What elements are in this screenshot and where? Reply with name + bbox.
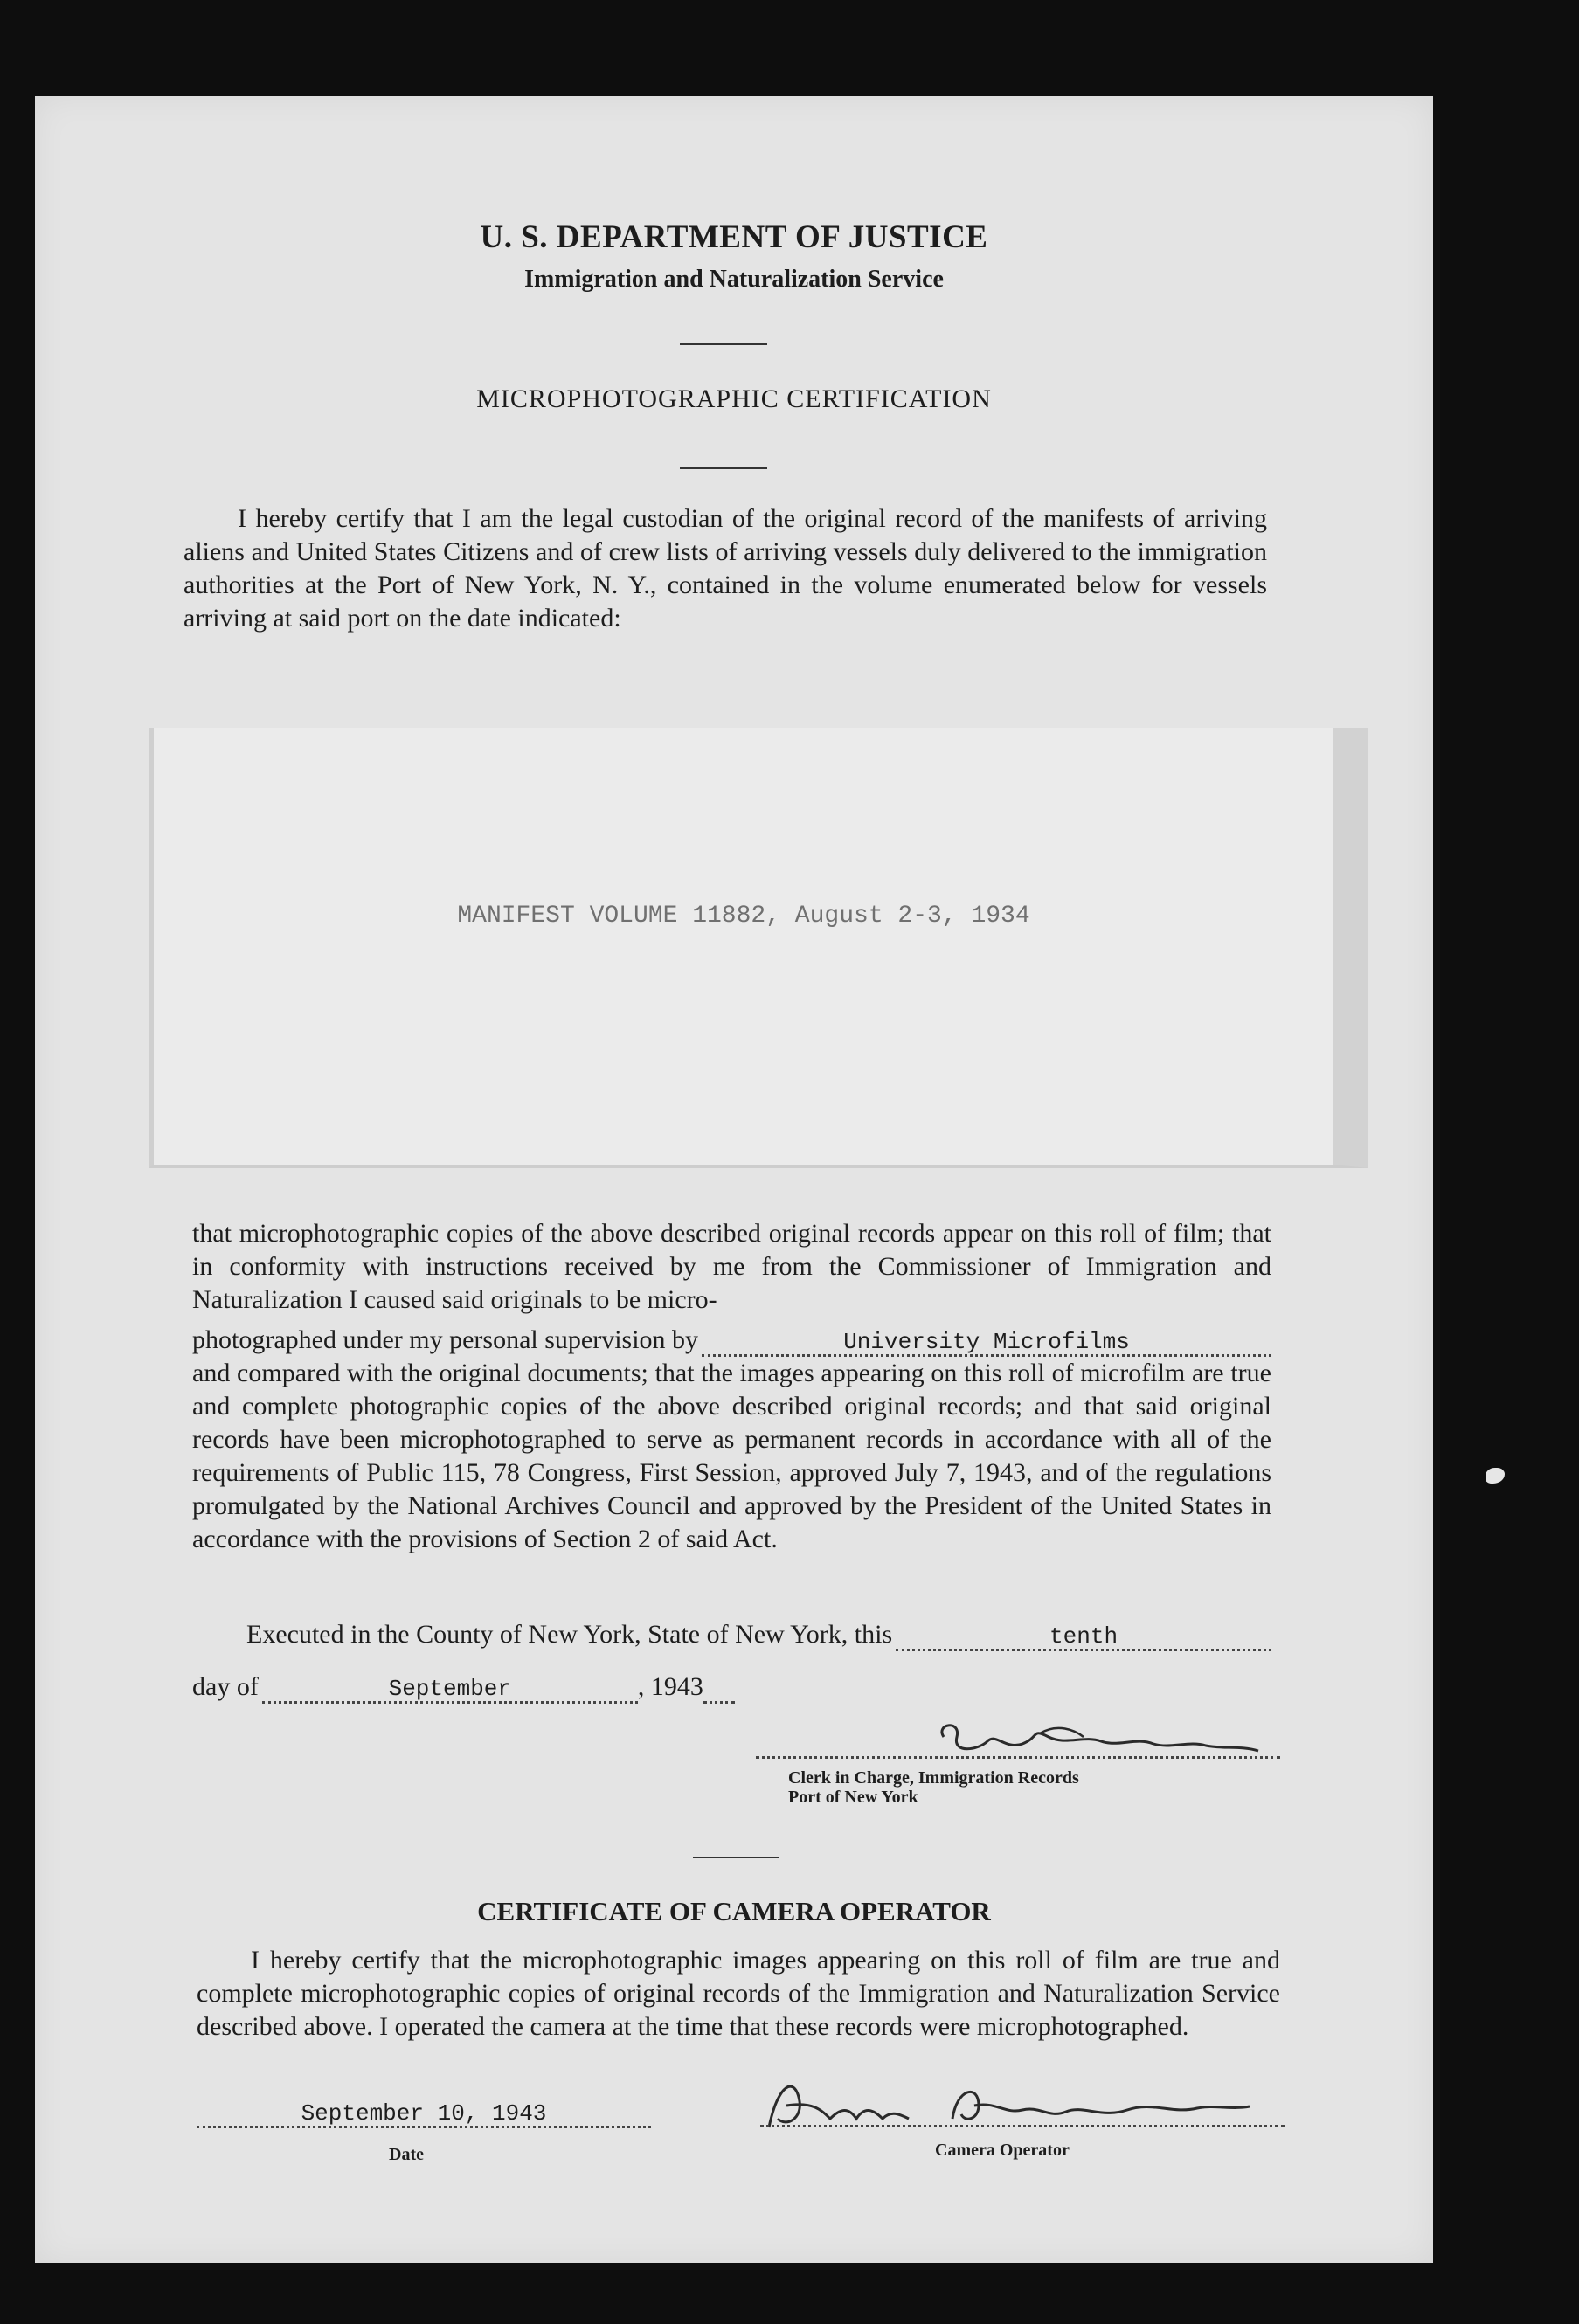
volume-insert	[149, 728, 1368, 1168]
execution-block	[192, 1618, 1271, 1704]
certification-title: MICROPHOTOGRAPHIC CERTIFICATION	[476, 384, 992, 413]
execution-day: tenth	[896, 1624, 1271, 1651]
intro-paragraph	[184, 502, 1267, 635]
clerk-signature	[909, 1711, 1276, 1772]
intro-text: I hereby certify that I am the legal custodian of the original record of the manifests of arriving aliens and United States Citizens and of crew lists of arriving vessels duly delivered to the immigration authorities at the Port of New York, N. Y., contained in the volume enumerated below for vessels arriving at said port on the date indicated:	[184, 504, 1267, 633]
clerk-signature-line	[756, 1756, 1280, 1759]
year-dots	[703, 1701, 735, 1704]
body-text-1: that microphotographic copies of the above described original records appear on this roll of film; that in conformity with instructions received by me from the Commissioner of Immigration and Naturalization I caused said originals to be micro-	[192, 1219, 1271, 1314]
clerk-location: Port of New York	[788, 1788, 918, 1807]
camera-date-value: September 10, 1943	[197, 2101, 651, 2128]
camera-operator-signature	[734, 2066, 1285, 2145]
supervision-line	[192, 1324, 1271, 1357]
year-prefix: , 194	[637, 1672, 690, 1701]
date-field	[197, 2101, 651, 2128]
operator-signature-line	[760, 2125, 1285, 2127]
execution-month: September	[262, 1677, 638, 1704]
camera-certificate-text: I hereby certify that the microphotographic images appearing on this roll of film are true and complete microphotographic copies of original records of the Immigration and Naturalization Service described above. I operated the camera at the time that these records were microphotographed.	[197, 1946, 1280, 2041]
service-subheading: Immigration and Naturalization Service	[524, 266, 944, 293]
execution-date-line	[192, 1670, 1271, 1704]
film-artifact	[1486, 1468, 1505, 1484]
date-label: Date	[389, 2145, 424, 2164]
camera-certificate-title: CERTIFICATE OF CAMERA OPERATOR	[477, 1896, 991, 1926]
supervision-prefix: photographed under my personal supervision by	[192, 1325, 699, 1354]
camera-certificate-paragraph	[197, 1944, 1280, 2044]
department-heading: U. S. DEPARTMENT OF JUSTICE	[480, 219, 988, 255]
divider	[693, 1857, 779, 1858]
execution-line	[192, 1618, 1271, 1651]
supervisor-value: University Microfilms	[702, 1330, 1271, 1357]
certificate-page	[35, 96, 1433, 2263]
year-digit: 3	[689, 1672, 703, 1701]
operator-label: Camera Operator	[935, 2141, 1070, 2160]
day-of-label: day of	[192, 1672, 259, 1701]
clerk-title: Clerk in Charge, Immigration Records	[788, 1768, 1079, 1788]
body-text-3: and compared with the original documents; that the images appearing on this roll of microfilm are true and complete photographic copies of the above described original records; and that said original records have been microphotographed to serve as permanent records in accordance with all of the requirements of Public 115, 78 Congress, First Session, approved July 7, 1943, and of the regulations promulgated by the National Archives Council and approved by the President of the United States in accordance with the provisions of Section 2 of said Act.	[192, 1359, 1271, 1553]
volume-label: MANIFEST VOLUME 11882, August 2-3, 1934	[457, 903, 1030, 930]
execution-prefix: Executed in the County of New York, State of New York, this	[246, 1620, 893, 1649]
divider	[680, 467, 767, 469]
divider	[680, 343, 767, 345]
body-paragraph	[192, 1217, 1271, 1556]
